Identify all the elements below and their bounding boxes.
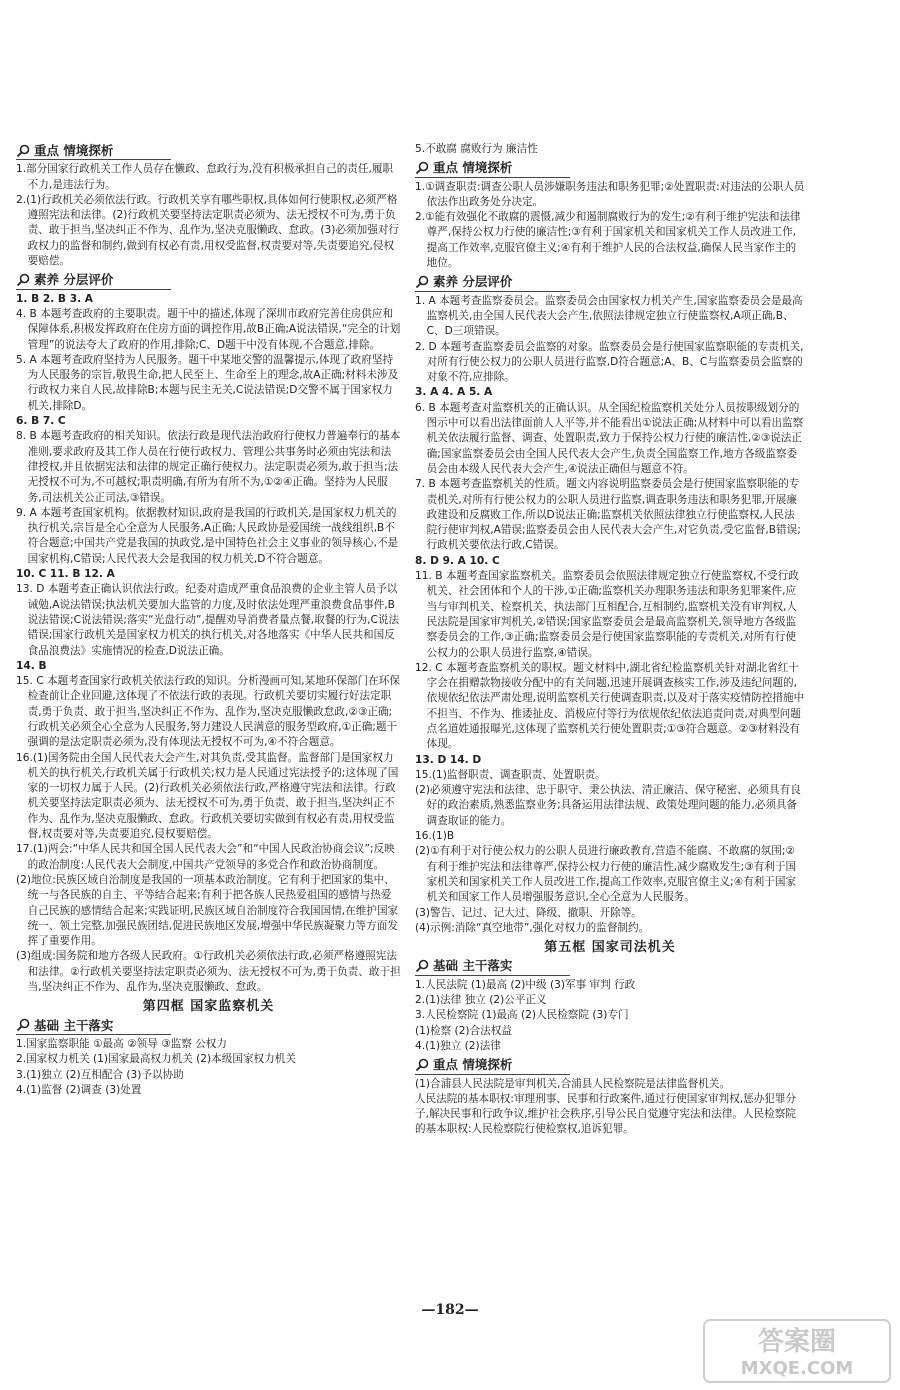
section-title: 素养 分层评价 xyxy=(433,274,513,290)
answer-item: 12. C 本题考查监察机关的职权。题文材料中,湖北省纪检监察机关针对湖北省红十字会在捐赠款物接收分配中的有关问题,迅速开展调查核实工作,涉及违纪问题的,依规依纪依法严肃处理,说明监察机关行使调查职责,以及对于落实疫情防控措施中不担当、不作为、推诿扯皮、消极应付等行为依规依纪依法追责问责,对典型问题点名道姓通报曝光,这体现了监察机关行使处置职责;①③符合题意。②③材料没有体现。 xyxy=(415,661,805,751)
answer-item: 2.(1)行政机关必须依法行政。行政机关享有哪些职权,具体如何行使职权,必须严格遵照宪法和法律。(2)行政机关要坚持法定职责必须为、法无授权不可为,勇于负责、敢于担当,坚决纠正不作为、乱作为,坚决克服懒政、怠政。(3)必须加强对行政权力的监督和制约,做到有权必有责,用权受监督,权责要对等,失责要追究,侵权要赔偿。 xyxy=(16,193,399,268)
section-header-key-situation xyxy=(415,1057,570,1074)
answer-item: 16.(1)B xyxy=(415,830,455,843)
magnifier-icon xyxy=(16,144,30,158)
section-title: 素养 分层评价 xyxy=(34,272,114,288)
left-s2-list xyxy=(16,292,401,996)
answer-item: 15.(1)监督职责、调查职责、处置职责。 xyxy=(415,768,606,781)
section-title: 重点 情境探析 xyxy=(433,160,513,176)
magnifier-icon xyxy=(415,275,429,289)
left-s1-list xyxy=(16,162,401,269)
right-s1-list xyxy=(415,180,805,272)
section-header-literacy-eval xyxy=(415,274,570,291)
answer-item: 8. B 本题考查政府的相关知识。依法行政是现代法治政府行使权力普遍奉行的基本准则,要求政府及其工作人员在行使行政权力、管理公共事务时必须由宪法和法律授权,并且依据宪法和法律的规定正确行使权力。法定职责必须为,敢于担当;法无授权不可为,不可越权;职责明确,有所为有所不为,①②④正确。坚持为人民服务,司法机关公正司法,③错误。 xyxy=(16,430,401,504)
svg-text:答案圈: 答案圈 xyxy=(757,1327,837,1357)
answer-item: 1.①调查职责:调查公职人员涉嫌职务违法和职务犯罪;②处置职责:对违法的公职人员依法作出政务处分决定。 xyxy=(415,180,805,208)
answer-item: 14. B xyxy=(16,659,47,672)
answer-item: (2)必须遵守宪法和法律、忠于职守、秉公执法、清正廉洁、保守秘密、必须具有良好的政治素质,熟悉监察业务;具备运用法律法规、政策处理问题的能力,必须具备调查取证的能力。 xyxy=(415,784,801,827)
answer-item: 4.(1)监督 (2)调查 (3)处置 xyxy=(16,1083,142,1096)
answer-item: 5. A 本题考查政府坚持为人民服务。题干中某地交警的温馨提示,体现了政府坚持为人民服务的宗旨,敬畏生命,把人民至上、生命至上的理念,故A正确;材料未涉及行政权力来自人民,故排除B;本题与民主无关,C说法错误;D交警不属于国家权力机关,排除D。 xyxy=(16,353,399,412)
answer-item: 10. C 11. B 12. A xyxy=(16,568,115,581)
left-s3-list xyxy=(16,1037,401,1098)
magnifier-icon xyxy=(415,1058,429,1072)
magnifier-icon xyxy=(16,1018,30,1032)
answer-item: (1)检察 (2)合法权益 xyxy=(415,1024,512,1037)
answer-item: 1.部分国家行政机关工作人员存在懒政、怠政行为,没有积极承担自己的责任,履职不力,是违法行为。 xyxy=(16,163,394,191)
answer-item: (3)组成:国务院和地方各级人民政府。①行政机关必须依法行政,必须严格遵照宪法和法律。②行政机关要坚持法定职责必须为、法无授权不可为,勇于负责、敢于担当,坚决纠正不作为、乱作为,坚决克服懒政、怠政。 xyxy=(16,950,401,994)
magnifier-icon xyxy=(16,273,30,287)
answer-item: 13. D 14. D xyxy=(415,753,482,766)
answer-item: 16.(1)国务院由全国人民代表大会产生,对其负责,受其监督。监督部门是国家权力机关的执行机关,行政机关属于行政机关;权力是人民通过宪法授予的;这体现了国家的一切权力属于人民。(2)行政机关必须依法行政,严格遵守宪法和法律。行政机关要坚持法定职责必须为、法无授权不可为,勇于负责、敢于担当,坚决纠正不作为、乱作为,坚决克服懒政、怠政。行政机关要切实做到有权必有责,用权受监督,权责要对等,失责要追究,侵权要赔偿。 xyxy=(16,751,399,841)
right-s4-list xyxy=(415,1077,805,1138)
answer-item: 2.(1)法律 独立 (2)公平正义 xyxy=(415,994,547,1007)
left-column xyxy=(16,140,401,1098)
answer-item: 2. D 本题考查监察委员会监察的对象。监察委员会是行使国家监察职能的专责机关,对所有行使公权力的公职人员进行监察,D符合题意;A、B、C与监察委员会监察的对象不符,应排除。 xyxy=(415,340,804,384)
right-s2-list xyxy=(415,294,805,936)
section-header-basics xyxy=(415,958,570,975)
answer-item: 3. A 4. A 5. A xyxy=(415,386,493,399)
answer-item: 1.人民法院 (1)最高 (2)中级 (3)军事 审判 行政 xyxy=(415,978,636,991)
frame-title-4: 第四框 国家监察机关 xyxy=(142,999,275,1015)
answer-item: 15. C 本题考查国家行政机关依法行政的知识。分析漫画可知,某地环保部门在环保检查前让企业回避,这体现了不依法行政的表现。行政机关要切实履行好法定职责,勇于负责、敢于担当,坚决纠正不作为、乱作为,坚决克服懒政怠政,②③正确;行政机关必须全心全意为人民服务,努力建设人民满意的服务型政府,①正确;题干强调的是法定职责必须为,没有体现法无授权不可为,④不符合题意。 xyxy=(16,675,400,749)
section-header-basics xyxy=(16,1018,171,1035)
answer-item: 1. A 本题考查监察委员会。监察委员会由国家权力机关产生,国家监察委员会是最高监察机关,由全国人民代表大会产生,依照法律规定独立行使监察权,A项正确,B、C、D三项错误。 xyxy=(415,294,803,338)
answer-item: 4.(1)独立 (2)法律 xyxy=(415,1039,501,1052)
frame-title-5: 第五框 国家司法机关 xyxy=(544,940,676,956)
answer-item: 1. B 2. B 3. A xyxy=(16,292,93,305)
answer-item: (4)示例:消除“真空地带”,强化对权力的监督制约。 xyxy=(415,921,650,934)
magnifier-icon xyxy=(415,161,429,175)
answer-item: (2)地位:民族区域自治制度是我国的一项基本政治制度。它有利于把国家的集中、统一与各民族的自主、平等结合起来;有利于把各族人民热爱祖国的感情与热爱自己民族的感情结合起来;实践证明,民族区域自治制度符合我国国情,在维护国家统一、领土完整,加强民族团结,促进民族地区发展,增强中华民族凝聚力等方面发挥了重要作用。 xyxy=(16,873,399,948)
answer-item: 3.(1)独立 (2)互相配合 (3)予以协助 xyxy=(16,1068,184,1081)
answer-item: (3)警告、记过、记大过、降级、撤职、开除等。 xyxy=(415,906,642,919)
answer-item: 人民法院的基本职权:审理刑事、民事和行政案件,通过行使国家审判权,惩办犯罪分子,解决民事和行政争议,维护社会秩序,引导公民自觉遵守宪法和法律。人民检察院的基本职权:人民检察院行使检察权,追诉犯罪。 xyxy=(415,1092,797,1136)
section-title: 重点 情境探析 xyxy=(34,143,114,158)
answer-item: 5.不敢腐 腐败行为 廉洁性 xyxy=(415,143,538,155)
answer-item: 7. B 本题考查监察机关的性质。题文内容说明监察委员会是行使国家监察职能的专责机关,对所有行使公权力的公职人员进行监察,调查职务违法和职务犯罪,开展廉政建设和反腐败工作,所以D说法正确;监察机关依照法律独立行使监察权,人民法院行使审判权,A错误;监察委员会由人民代表大会产生,对它负责,受它监督,B错误;行政机关要依法行政,C错误。 xyxy=(415,478,801,552)
section-header-literacy-eval xyxy=(16,272,171,289)
right-s3-list xyxy=(415,978,805,1054)
page-number: —182— xyxy=(421,1302,479,1318)
section-header-key-situation xyxy=(16,143,171,160)
answer-item: 6. B 本题考查对监察机关的正确认识。从全国纪检监察机关处分人员按职级划分的图示中可以看出法律面前人人平等,并不能看出①说法正确;从材料中可以看出监察机关依法履行监督、调查、处置职责,致力于保持公权力行使的廉洁性,②③说法正确;国家监察委员会由全国人民代表大会产生,负责全国监察工作,地方各级监察委员会由本级人民代表大会产生,④说法正确但与题意不符。 xyxy=(415,401,804,475)
watermark-logo xyxy=(702,1318,892,1384)
section-title: 基础 主干落实 xyxy=(34,1017,114,1033)
section-title: 基础 主干落实 xyxy=(433,958,513,974)
answer-item: 8. D 9. A 10. C xyxy=(415,554,500,567)
answer-item: 3.人民检察院 (1)最高 (2)人民检察院 (3)专门 xyxy=(415,1009,629,1022)
answer-item: (1)合浦县人民法院是审判机关,合浦县人民检察院是法律监督机关。 xyxy=(415,1077,730,1090)
svg-text:MXQE.COM: MXQE.COM xyxy=(740,1358,854,1379)
answer-item: 4. B 本题考查政府的主要职责。题干中的描述,体现了深圳市政府完善住房供应和保障体系,积极发挥政府在住房方面的调控作用,故B正确;A说法错误,“完全的计划管理”的说法夸大了政府的作用,排除;C、D题干中没有体现,不合题意,排除。 xyxy=(16,307,401,351)
answer-item: (2)①有利于对行使公权力的公职人员进行廉政教育,营造不能腐、不敢腐的氛围;②有利于维护宪法和法律尊严,保持公权力行使的廉洁性,减少腐败发生;③有利于国家机关和国家机关工作人员改进工作,提高工作效率,克服官僚主义;④有利于国家机关和国家工作人员增强服务意识,全心全意为人民服务。 xyxy=(415,845,797,904)
magnifier-icon xyxy=(415,959,429,973)
answer-item: 13. D 本题考查正确认识依法行政。纪委对造成严重食品浪费的企业主管人员予以诫勉,A说法错误;执法机关要加大监管的力度,及时依法处理严重浪费食品事件,B说法错误;C说法错误;落实“光盘行动”,提醒劝导消费者量点餐,取餐的行为,C说法错误;国家行政机关是国家权力机关的执行机关,对各地落实《中华人民共和国反食品浪费法》实施情况的检查,D说法正确。 xyxy=(16,583,400,657)
answer-item: 2.国家权力机关 (1)国家最高权力机关 (2)本级国家权力机关 xyxy=(16,1053,296,1066)
answer-item: 11. B 本题考查国家监察机关。监察委员会依照法律规定独立行使监察权,不受行政机关、社会团体和个人的干涉,①正确;监察机关办理职务违法和职务犯罪案件,应当与审判机关、检察机关、执法部门互相配合,互相制约,监察机关没有审判权,人民法院是国家审判机关,②错误;国家监察委员会是最高监察机关,领导地方各级监察委员会的工作,③正确;监察委员会是行使国家监察职能的专责机关,对所有行使公权力的公职人员进行监察,④错误。 xyxy=(415,570,799,659)
right-column xyxy=(415,142,805,1138)
answer-item: 9. A 本题考查国家机构。依据教材知识,政府是我国的行政机关,是国家权力机关的执行机关,宗旨是全心全意为人民服务,A正确;人民政协是爱国统一战线组织,B不符合题意;中国共产党是我国的执政党,是中国特色社会主义事业的领导核心,不是国家机构,C错误;人民代表大会是我国的权力机关,D不符合题意。 xyxy=(16,506,399,565)
answer-item: 17.(1)两会:“中华人民共和国全国人民代表大会”和“中国人民政治协商会议”;反映的政治制度:人民代表大会制度,中国共产党领导的多党合作和政治协商制度。 xyxy=(16,843,395,871)
answer-item: 1.国家监察职能 ①最高 ②领导 ③监察 公权力 xyxy=(16,1037,227,1050)
section-title: 重点 情境探析 xyxy=(433,1057,513,1073)
answer-item: 2.①能有效强化不敢腐的震慑,减少和遏制腐败行为的发生;②有利于维护宪法和法律尊严,保持公权力行使的廉洁性;③有利于国家机关和国家机关工作人员改进工作,提高工作效率,克服官僚主义;④有利于维护人民的合法权益,确保人民当家作主的地位。 xyxy=(415,211,801,270)
section-header-key-situation xyxy=(415,160,570,177)
answer-item: 6. B 7. C xyxy=(16,415,66,428)
